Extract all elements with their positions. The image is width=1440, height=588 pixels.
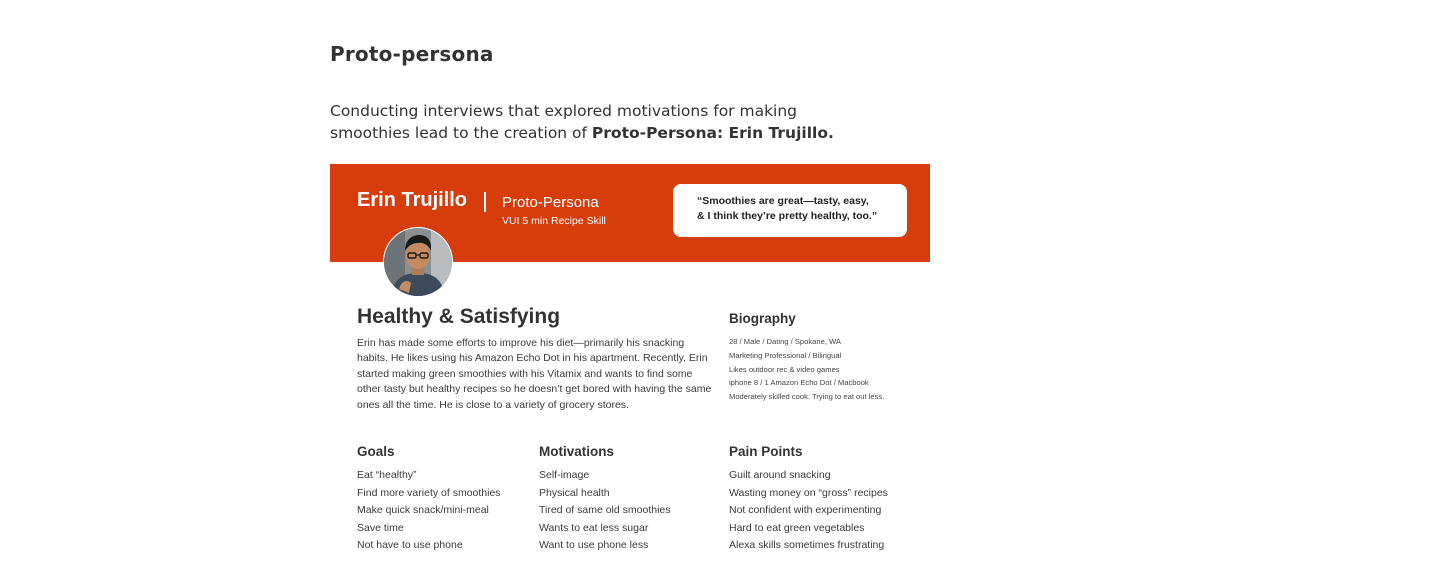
persona-quote [697,194,897,224]
persona-headline: Healthy & Satisfying [357,305,561,328]
pain-points-list [729,467,888,555]
biography-item: Marketing Professional / Bilingual [729,350,842,360]
pain-point-item: Hard to eat green vegetables [729,521,865,534]
person-photo-icon [383,227,453,297]
goal-item: Eat “healthy” [357,469,417,481]
biography-list [729,335,884,404]
goal-item: Make quick snack/mini-meal [357,504,489,516]
persona-summary: Erin has made some efforts to improve his diet—primarily his snacking habits. He likes using his Amazon Echo Dot in his apartment. Recently, Erin started making green smoothies with his Vitamix and wants to find some other tasty but healthy recipes so he doesn’t get bored with having the same ones all the time. He is close to a variety of grocery stores. [357,337,712,411]
motivation-item: Want to use phone less [539,539,649,551]
motivation-item: Physical health [539,486,610,499]
persona-role: Proto-Persona [502,194,599,211]
motivation-item: Wants to eat less sugar [539,521,649,534]
quote-line-1: “Smoothies are great—tasty, easy, [697,195,869,207]
pain-point-item: Guilt around snacking [729,469,831,481]
pain-point-item: Alexa skills sometimes frustrating [729,539,885,551]
motivation-item: Tired of same old smoothies [539,504,671,516]
intro-text: Conducting interviews that explored motivations for making smoothies lead to the creation of [330,102,798,142]
goals-list [357,467,501,555]
pain-point-item: Wasting money on “gross” recipes [729,486,888,499]
page-title: Proto-persona [330,42,494,66]
name-divider [484,192,486,212]
pain-points-heading: Pain Points [729,444,803,459]
persona-name: Erin Trujillo [357,189,468,211]
intro-paragraph [330,100,850,144]
persona-card [330,164,930,588]
biography-item: iphone 8 / 1 Amazon Echo Dot / Macbook [729,378,869,388]
biography-item: Likes outdoor rec & video games [729,364,840,374]
motivations-heading: Motivations [539,444,615,459]
persona-subtitle: VUI 5 min Recipe Skill [502,215,606,227]
biography-item: Moderately skilled cook. Trying to eat out less. [729,392,885,402]
motivations-list [539,467,671,555]
goal-item: Save time [357,521,404,534]
biography-heading: Biography [729,311,796,326]
motivation-item: Self-image [539,469,590,481]
quote-box [673,184,907,237]
goal-item: Find more variety of smoothies [357,486,501,499]
quote-line-2: & I think they’re pretty healthy, too.” [697,210,878,222]
pain-point-item: Not confident with experimenting [729,504,882,516]
intro-bold-text: Proto-Persona: Erin Trujillo. [591,124,834,142]
goals-heading: Goals [357,444,395,459]
goal-item: Not have to use phone [357,539,463,551]
biography-item: 28 / Male / Dating / Spokane, WA [729,337,841,346]
